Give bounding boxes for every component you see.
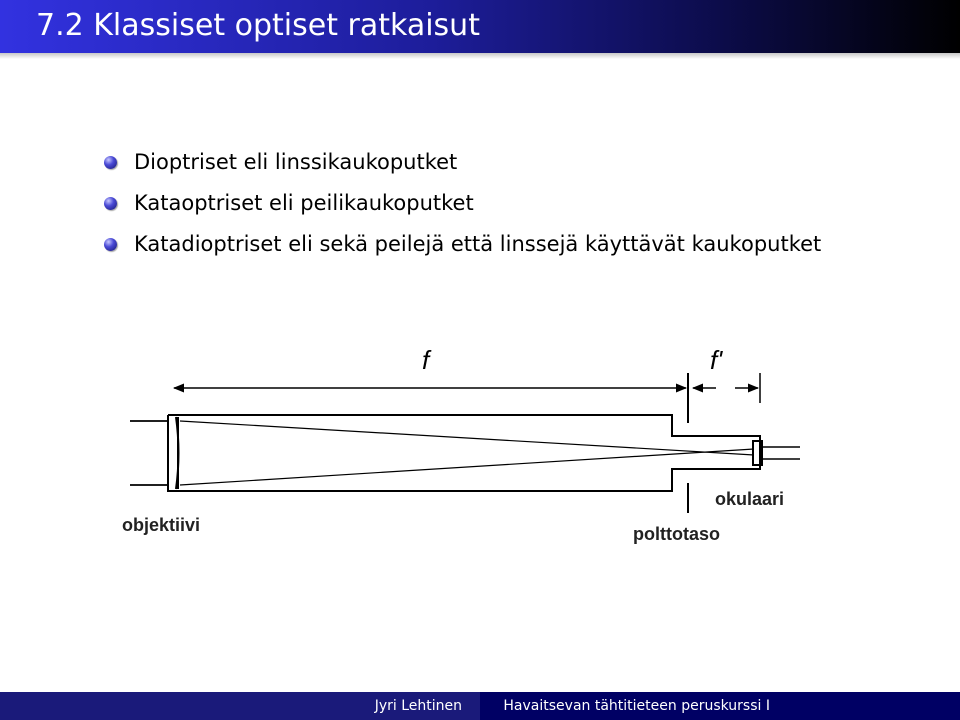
label-f-prime: f' xyxy=(710,345,723,375)
title-shadow xyxy=(0,53,960,59)
cone-bottom xyxy=(180,449,754,485)
bullet-item-catoptric xyxy=(104,191,924,216)
bullet-item-catadioptric xyxy=(104,232,924,257)
bullet-text: Dioptriset eli linssikaukoputket xyxy=(134,150,458,174)
label-eyepiece: okulaari xyxy=(715,489,785,509)
bullet-ball-icon xyxy=(104,156,117,169)
slide-title: 7.2 Klassiset optiset ratkaisut xyxy=(36,8,480,43)
footer-course: Havaitsevan tähtitieteen peruskurssi I xyxy=(480,692,960,720)
label-f: f xyxy=(422,345,430,375)
objective-lens xyxy=(176,417,179,489)
refractor-diagram xyxy=(120,335,820,555)
bullet-list xyxy=(104,150,924,273)
bullet-item-dioptric xyxy=(104,150,924,175)
bullet-ball-icon xyxy=(104,197,117,210)
cone-top xyxy=(180,421,754,455)
bullet-ball-icon xyxy=(104,238,117,251)
title-bar xyxy=(0,0,960,53)
footer xyxy=(0,692,960,720)
label-focal-plane: polttotaso xyxy=(633,524,720,544)
bullet-text: Kataoptriset eli peilikaukoputket xyxy=(134,191,474,215)
label-objective: objektiivi xyxy=(122,515,201,535)
footer-author: Jyri Lehtinen xyxy=(0,692,480,720)
bullet-text: Katadioptriset eli sekä peilejä että linssejä käyttävät kaukoputket xyxy=(134,232,822,256)
